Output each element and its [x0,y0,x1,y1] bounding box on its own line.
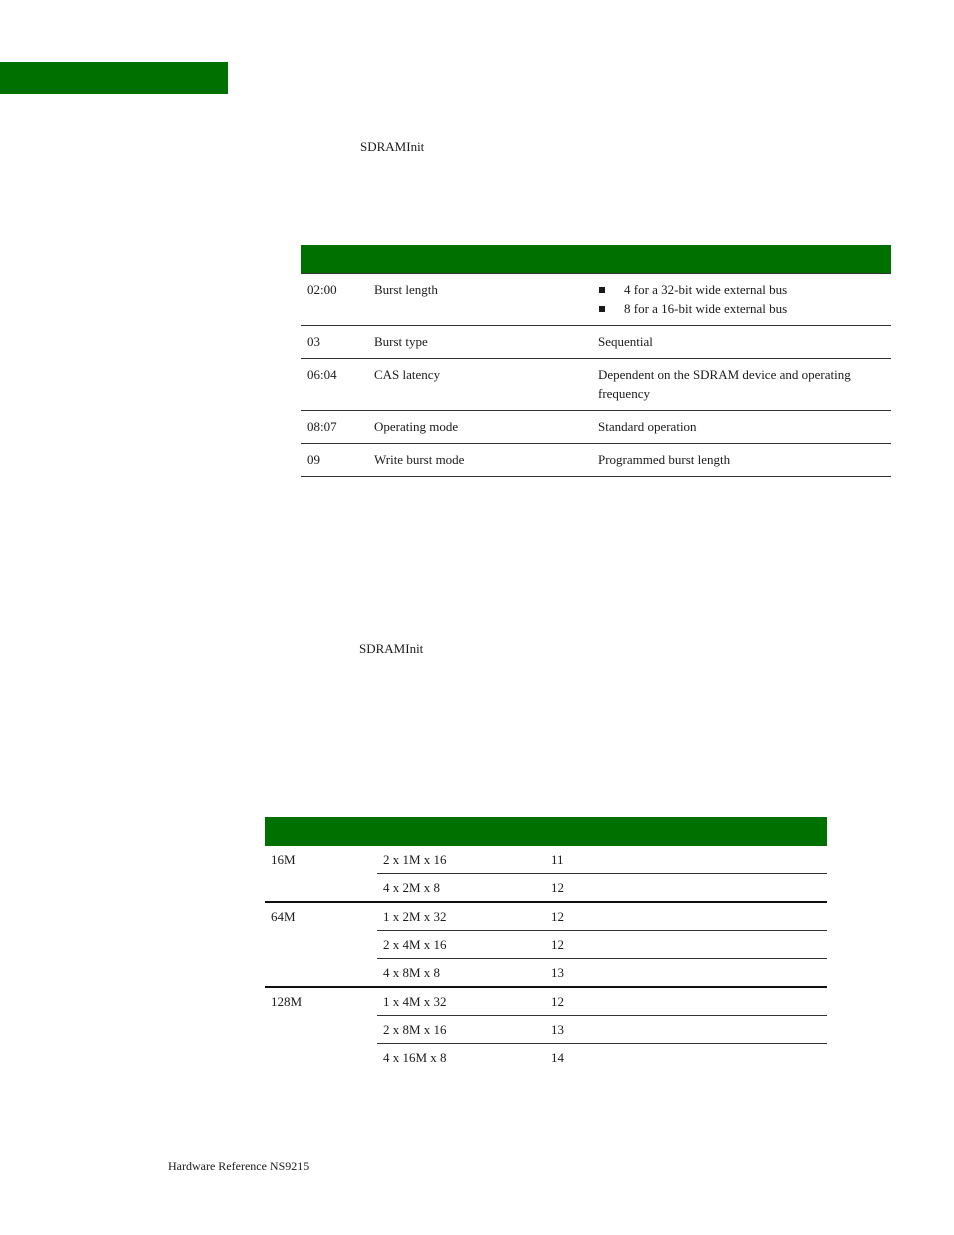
bits-cell: 09 [301,444,368,477]
square-bullet-icon [599,287,605,293]
mode-register-table [301,245,891,477]
field-cell: Operating mode [368,411,592,444]
config-cell: 1 x 4M x 32 [377,987,545,1016]
page-footer: Hardware Reference NS9215 [168,1159,310,1173]
value-cell: 11 [545,846,827,874]
list-item [598,299,885,318]
field-cell: Burst length [368,274,592,326]
bullet-list [598,280,885,318]
config-cell: 4 x 2M x 8 [377,874,545,903]
value-cell: 13 [545,959,827,988]
bits-cell: 08:07 [301,411,368,444]
value-cell: 12 [545,902,827,931]
value-cell: 12 [545,931,827,959]
table-header [265,817,827,846]
size-cell: 64M [265,902,377,987]
table-row [265,902,827,931]
size-cell: 16M [265,846,377,902]
table-row [301,359,891,411]
chapter-tab-bar [0,62,228,94]
table-row [301,411,891,444]
field-cell: Burst type [368,326,592,359]
config-cell: 4 x 8M x 8 [377,959,545,988]
value-cell [592,274,891,326]
bullet-text: 4 for a 32-bit wide external bus [624,282,788,297]
table-row [301,326,891,359]
code-label-sdraminit-2: SDRAMInit [359,641,424,656]
value-cell: 13 [545,1016,827,1044]
list-item [598,280,885,299]
field-cell: CAS latency [368,359,592,411]
bits-cell: 03 [301,326,368,359]
table-row [265,987,827,1016]
bits-cell: 02:00 [301,274,368,326]
value-cell: Programmed burst length [592,444,891,477]
table-header [301,245,891,274]
config-cell: 2 x 1M x 16 [377,846,545,874]
table-row [265,846,827,874]
config-cell: 4 x 16M x 8 [383,1050,447,1065]
table-row [301,274,891,326]
value-cell: Dependent on the SDRAM device and operating frequency [592,359,891,411]
size-cell: 128M [271,994,303,1009]
config-cell: 2 x 4M x 16 [377,931,545,959]
square-bullet-icon [599,306,605,312]
config-cell: 2 x 8M x 16 [377,1016,545,1044]
bullet-text: 8 for a 16-bit wide external bus [624,301,788,316]
code-label-sdraminit-1: SDRAMInit [360,139,425,154]
table-row [301,444,891,477]
value-cell: Sequential [592,326,891,359]
config-cell: 1 x 2M x 32 [377,902,545,931]
bits-cell: 06:04 [301,359,368,411]
sdram-config-table [265,817,827,1071]
field-cell: Write burst mode [368,444,592,477]
value-cell: Standard operation [592,411,891,444]
value-cell: 12 [545,874,827,903]
value-cell: 12 [545,987,827,1016]
value-cell: 14 [551,1050,564,1065]
